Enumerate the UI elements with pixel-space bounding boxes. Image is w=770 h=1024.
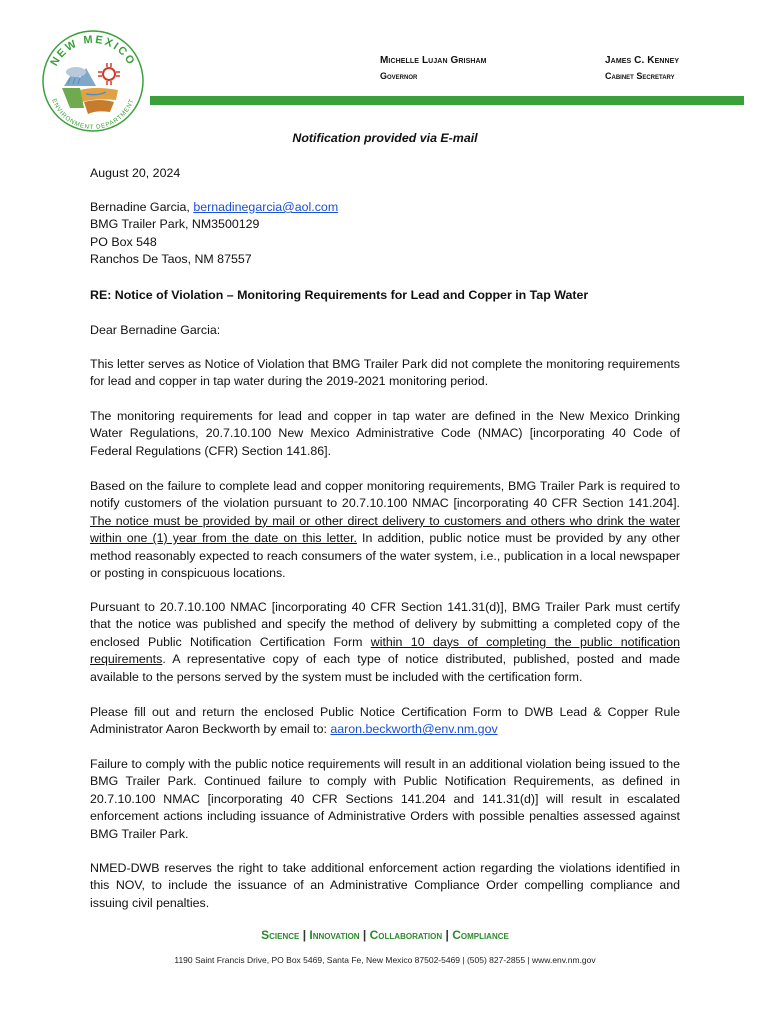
motto-item: Science <box>261 928 300 942</box>
subject-line: RE: Notice of Violation – Monitoring Requirements for Lead and Copper in Tap Water <box>90 288 589 302</box>
motto-separator: | <box>445 928 449 942</box>
motto-separator: | <box>302 928 307 942</box>
nmed-logo <box>40 28 146 134</box>
letter-date: August 20, 2024 <box>90 166 181 180</box>
header-divider <box>150 96 744 105</box>
paragraph-1: This letter serves as Notice of Violation that BMG Trailer Park did not complete the monitoring requirements for lead and copper in tap water during the 2019-2021 monitoring period. <box>90 357 680 389</box>
paragraph-5 <box>90 704 680 739</box>
salutation: Dear Bernadine Garcia: <box>90 323 221 337</box>
recipient-email-link[interactable]: bernadinegarcia@aol.com <box>193 200 339 214</box>
footer-motto <box>0 928 770 942</box>
secretary-name: James C. Kenney <box>605 55 680 66</box>
motto-item: Collaboration <box>369 928 443 942</box>
secretary-title: Cabinet Secretary <box>605 71 675 81</box>
paragraph-4-text: Pursuant to 20.7.10.100 NMAC [incorporating 40 CFR Section 141.31(d)], BMG Trailer Park must certify that the notice was published and specify the method of delivery by submitting a completed copy of the enclosed Public Notification Certification Form <box>90 600 680 649</box>
notification-line: Notification provided via E-mail <box>292 131 478 145</box>
paragraph-3-underlined: The notice must be provided by mail or other direct delivery to customers and others who drink the water within one (1) year from the date on this letter. <box>90 513 680 546</box>
recipient-line: PO Box 548 <box>90 234 157 249</box>
paragraph-5-text: Please fill out and return the enclosed Public Notice Certification Form to DWB Lead & Copper Rule Administrator Aaron Beckworth by email to: <box>90 705 680 737</box>
motto-separator: | <box>362 928 367 942</box>
paragraph-3-text: Based on the failure to complete lead and copper monitoring requirements, BMG Trailer Park is required to notify customers of the violation pursuant to 20.7.10.100 NMAC [incorporating 40 CFR Section 141.204]. <box>90 479 680 511</box>
recipient-line: BMG Trailer Park, NM3500129 <box>90 217 260 232</box>
governor-title: Governor <box>380 71 418 81</box>
logo-ring-top: NEW MEXICO <box>48 33 138 69</box>
governor-name: Michelle Lujan Grisham <box>380 55 487 66</box>
motto-item: Innovation <box>309 928 360 942</box>
recipient-name: Bernadine Garcia, <box>90 200 194 214</box>
motto-item: Compliance <box>452 928 509 942</box>
logo-ring-bottom: ENVIRONMENT DEPARTMENT <box>50 97 136 132</box>
paragraph-4 <box>90 599 680 686</box>
paragraph-4-underlined: within 10 days of completing the public notification requirements <box>90 634 680 667</box>
footer-address: 1190 Saint Francis Drive, PO Box 5469, Santa Fe, New Mexico 87502-5469 | (505) 827-2855 | www.env.nm.gov <box>174 955 596 965</box>
svg-text:NEW MEXICO <box>48 34 137 69</box>
paragraph-3 <box>90 478 680 582</box>
paragraph-2: The monitoring requirements for lead and copper in tap water are defined in the New Mexico Drinking Water Regulations, 20.7.10.100 New Mexico Administrative Code (NMAC) [incorporating 40 Code of Federal Regulations (CFR) Section 141.86]. <box>90 409 680 458</box>
paragraph-6: Failure to comply with the public notice requirements will result in an additional violation being issued to the BMG Trailer Park. Continued failure to comply with Public Notification Requirements, as defined in 20.7.10.100 NMAC [incorporating 40 CFR Sections 141.204 and 141.31(d)] will result in escalated enforcement actions including issuance of Administrative Orders with possible penalties assessed against BMG Trailer Park. <box>90 757 680 841</box>
paragraph-7: NMED-DWB reserves the right to take additional enforcement action regarding the violations identified in this NOV, to include the issuance of an Administrative Compliance Order compelling compliance and issuing civil penalties. <box>90 861 680 910</box>
recipient-block <box>90 199 680 269</box>
paragraph-3-text: In addition, public notice must be provided by any other method reasonably expected to reach consumers of the water system, i.e., publication in a local newspaper or posting in conspicuous locations. <box>90 531 680 581</box>
zia-sun-icon <box>98 63 120 85</box>
paragraph-4-text: . A representative copy of each type of notice distributed, published, posted and made available to the persons served by the system must be included with the certification form. <box>90 652 680 684</box>
recipient-line: Ranchos De Taos, NM 87557 <box>90 252 252 267</box>
administrator-email-link[interactable]: aaron.beckworth@env.nm.gov <box>330 722 498 737</box>
